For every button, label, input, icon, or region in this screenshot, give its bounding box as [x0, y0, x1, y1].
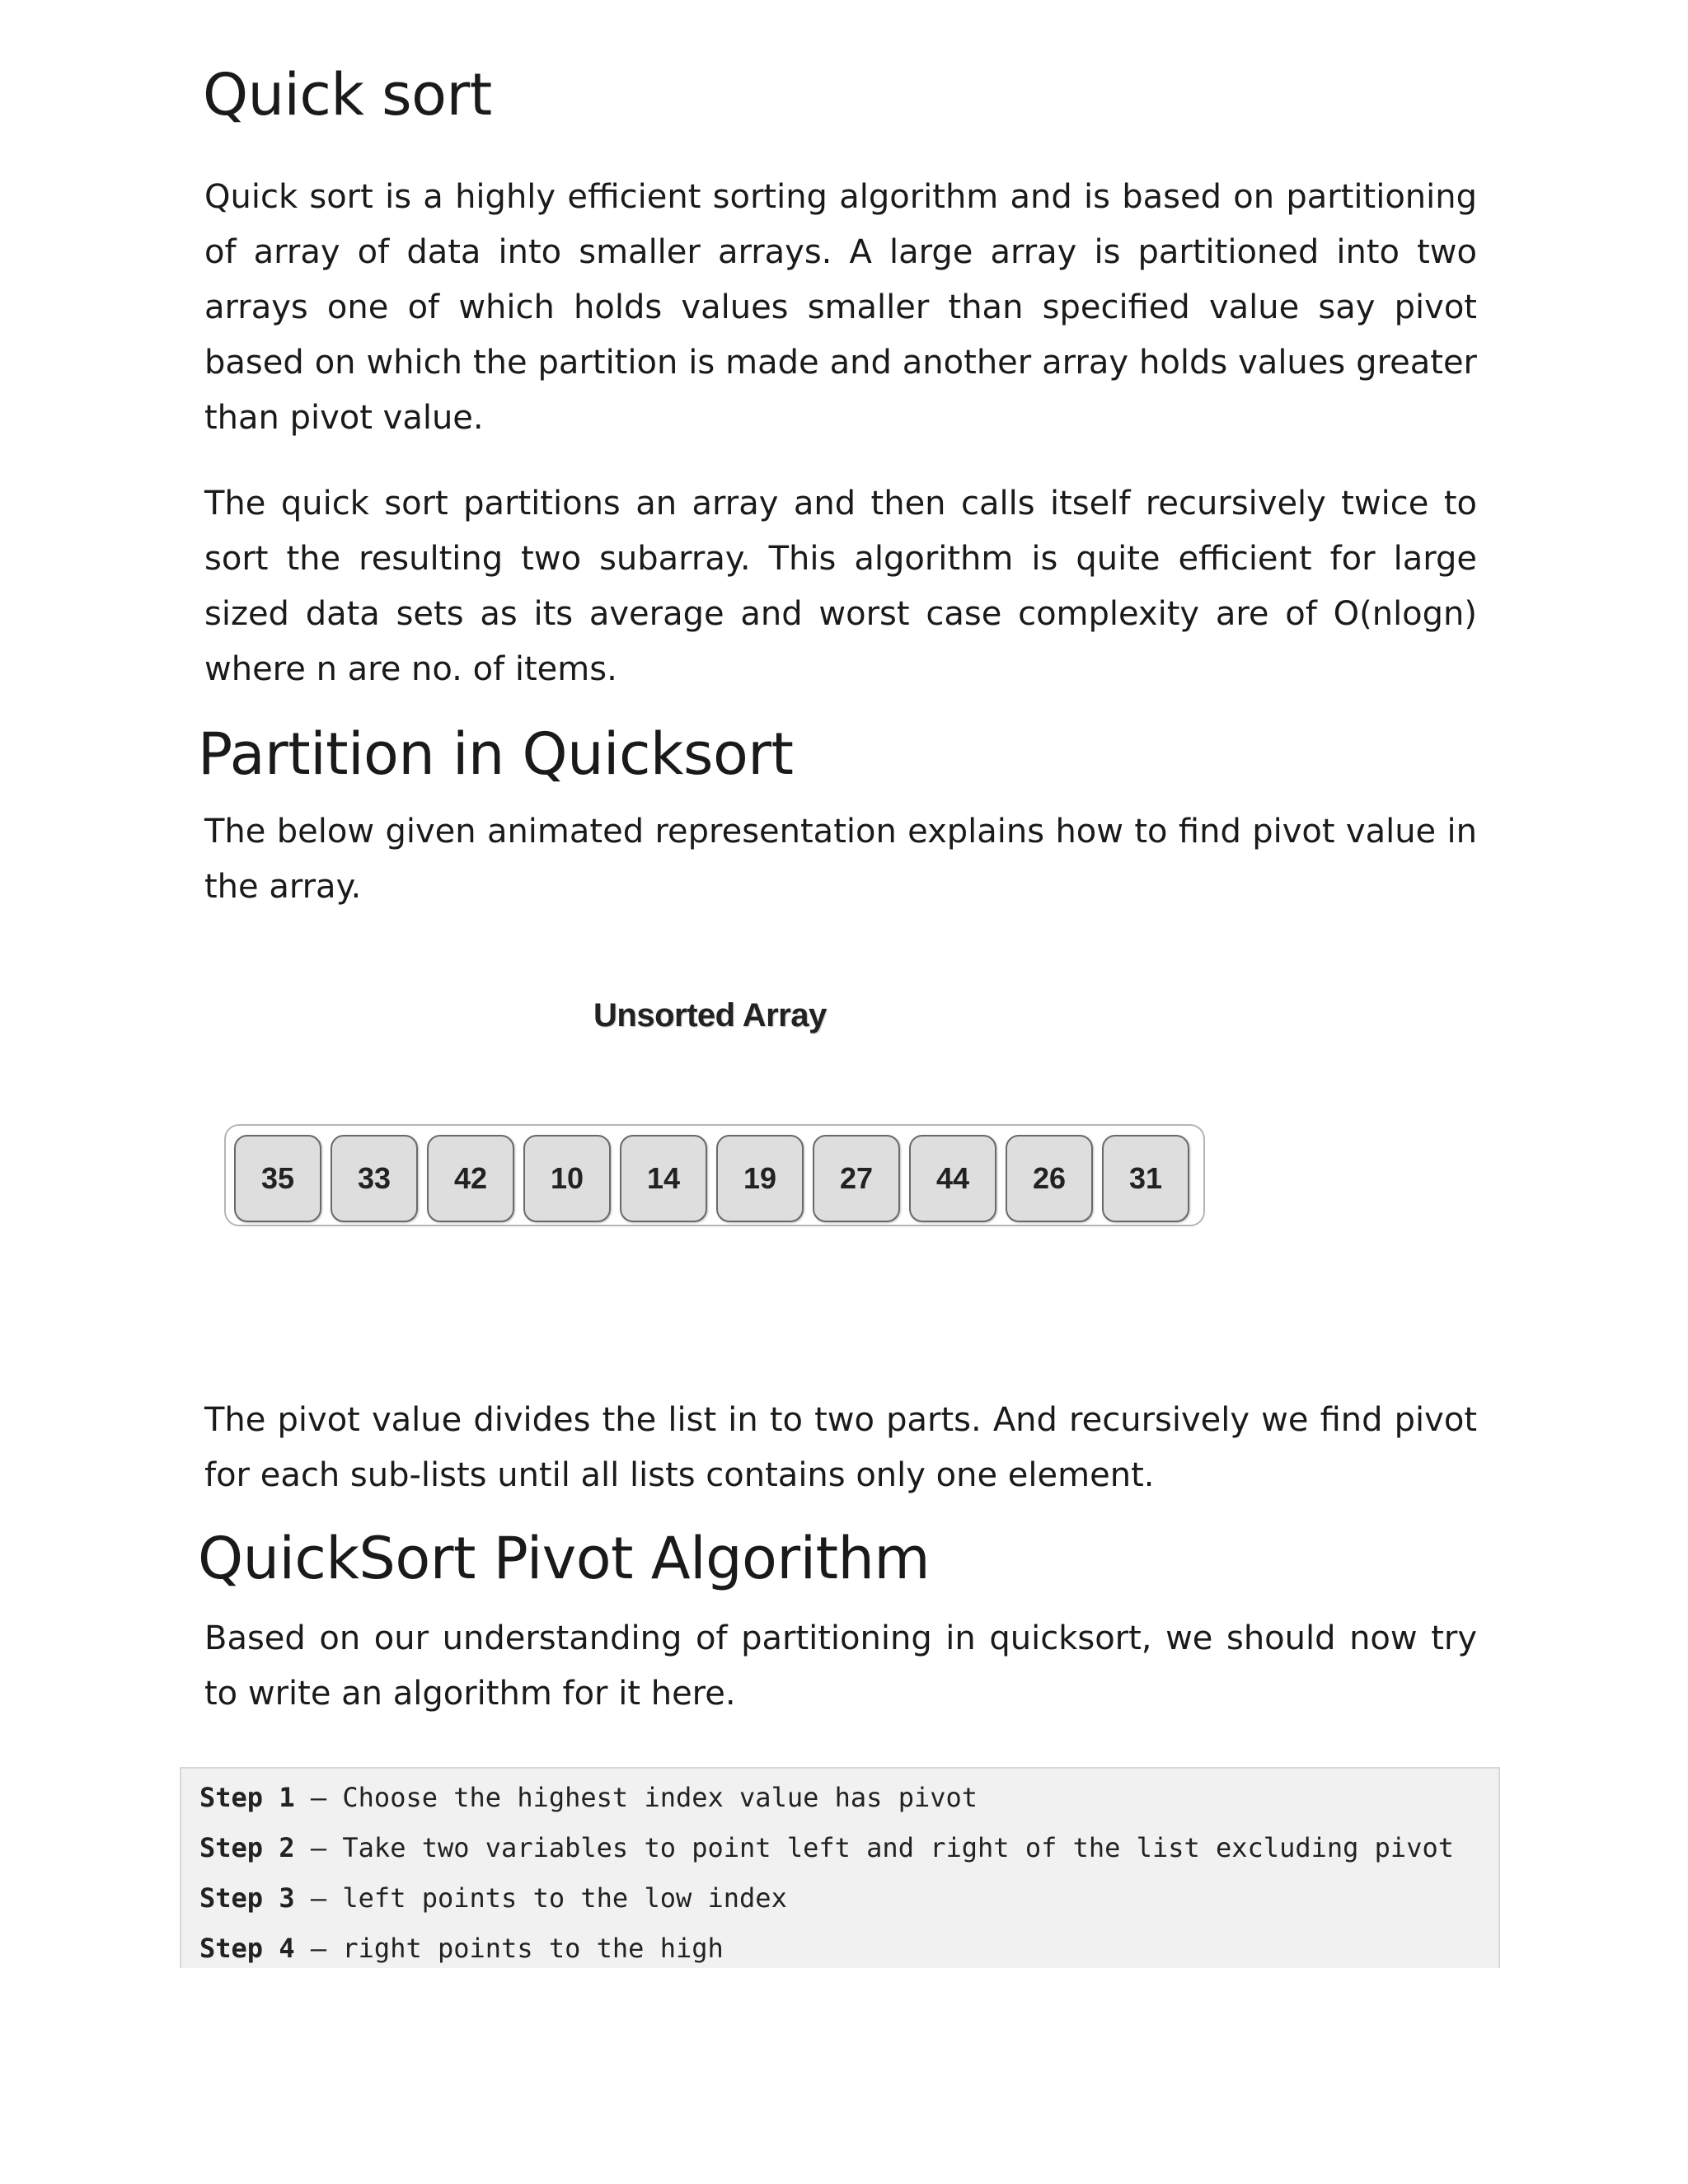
step-label: Step 1 [199, 1782, 295, 1813]
array-cell: 27 [813, 1135, 900, 1222]
array-cell: 42 [427, 1135, 514, 1222]
step-text: – Choose the highest index value has pivot [294, 1782, 978, 1813]
step-label: Step 3 [199, 1882, 295, 1914]
array-cell: 14 [620, 1135, 707, 1222]
paragraph-pivot-divides: The pivot value divides the list in to two parts. And recursively we find pivot for each sub-lists until all lists contains only one element. [204, 1401, 1477, 1494]
paragraph-quick-sort-intro: Quick sort is a highly efficient sorting algorithm and is based on partitioning of array of data into smaller arrays. A large array is partitioned into two arrays one of which holds values smaller than specified value say pivot based on which the partition is made and another array holds values greater than pivot value. [204, 178, 1477, 437]
array-cell: 26 [1006, 1135, 1093, 1222]
heading-quick-sort: Quick sort [203, 61, 492, 129]
heading-partition-in-quicksort: Partition in Quicksort [198, 720, 794, 788]
array-cell: 31 [1102, 1135, 1189, 1222]
array-cell: 19 [716, 1135, 804, 1222]
paragraph-partition-intro: The below given animated representation explains how to find pivot value in the array. [204, 813, 1477, 906]
array-cell: 33 [331, 1135, 418, 1222]
algorithm-step [199, 1882, 787, 1914]
array-cell: 44 [909, 1135, 996, 1222]
algorithm-code-block [180, 1767, 1500, 1968]
figure-caption-unsorted-array: Unsorted Array [593, 997, 827, 1033]
step-label: Step 4 [199, 1933, 295, 1964]
step-text: – Take two variables to point left and right of the list excluding pivot [294, 1832, 1454, 1863]
step-label: Step 2 [199, 1832, 295, 1863]
step-text: – left points to the low index [294, 1882, 787, 1914]
heading-quicksort-pivot-algorithm: QuickSort Pivot Algorithm [198, 1525, 931, 1592]
step-text: – right points to the high [294, 1933, 724, 1964]
unsorted-array-figure [224, 1124, 1205, 1226]
array-cell: 10 [523, 1135, 611, 1222]
algorithm-step [199, 1782, 978, 1813]
paragraph-quick-sort-recursion: The quick sort partitions an array and then calls itself recursively twice to sort the resulting two subarray. This algorithm is quite efficient for large sized data sets as its average and worst case complexity are of O(nlogn) where n are no. of items. [204, 485, 1477, 688]
paragraph-algorithm-intro: Based on our understanding of partitioning in quicksort, we should now try to write an algorithm for it here. [204, 1619, 1477, 1713]
algorithm-step [199, 1933, 724, 1964]
array-cell: 35 [234, 1135, 321, 1222]
algorithm-step [199, 1832, 1454, 1863]
